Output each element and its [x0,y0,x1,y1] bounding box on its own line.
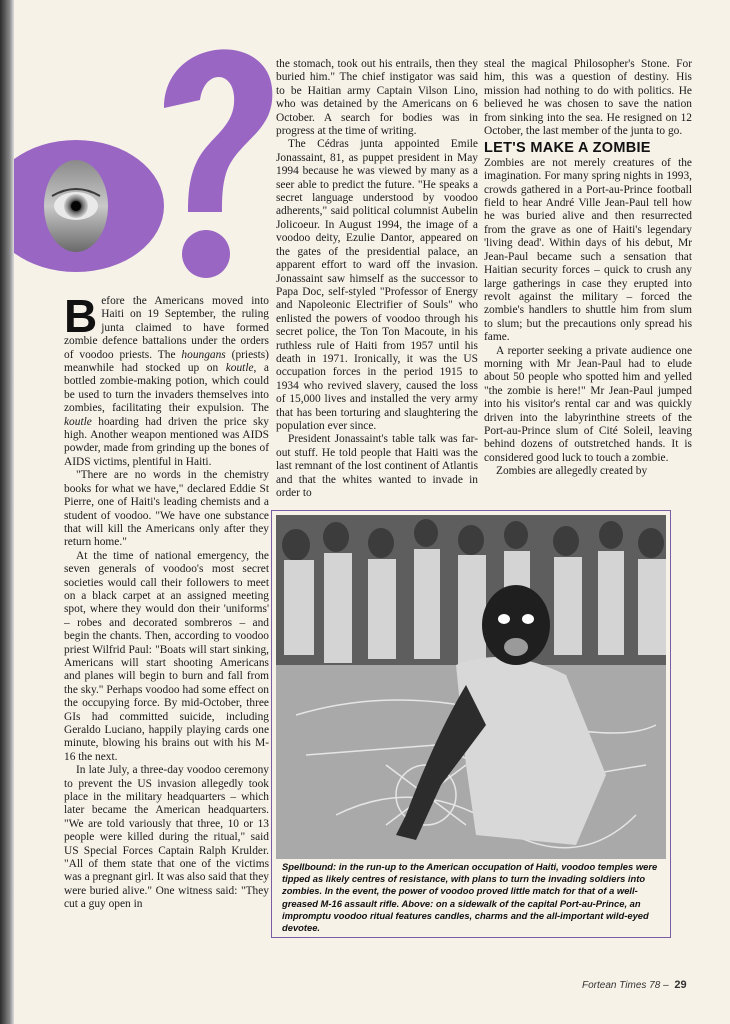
col2-paragraph-2: The Cédras junta appointed Emile Jonassaint, 81, as puppet president in May 1994 because he was viewed by many as a seer able to predict the future. "He speaks a secret language understood by voodoo adherents," said political columnist Aubelin Jolicoeur. In August 1994, the image of a voodoo deity, Ezulie Dantor, appeared on the gates of the presidential palace, an apparent effort to ward off the invasion. Jonassaint saw himself as the successor to Papa Doc, self-styled "Professor of Energy and Napoleonic Electrifier of Souls" who enlisted the powers of voodoo through his secret police, the Ton Ton Macoute, in his ruthless rule of Haiti from 1957 until his death in 1971. Ironically, it was the US occupation forces in the period 1915 to 1934 who revived slavery, caused the loss of 15,000 lives and installed the very army that has been torturing and slaughtering the population ever since. [276,138,478,432]
photo-frame [271,510,671,938]
letter-o-shape [14,140,164,272]
footer-separator: – [663,980,669,991]
section-heading: LET'S MAKE A ZOMBIE [484,140,651,157]
term-koutle: koutle [225,362,254,375]
term-koutle-2: koutle [64,415,92,428]
col3-paragraph-2: Zombies are not merely creatures of the imagination. For many spring nights in 1993, crowds gathered in a Port-au-Prince football field to hear André Ville Jean-Paul tell how he was buried alive and then resurrected from the grave as one of Haiti's legendary 'living dead'. Within days of his debut, Mr Jean-Paul became such a sensation that Haitian security forces – quick to crush any large gatherings in case they erupted into revolt against the military – forced the zombie's handlers to shuttle him from slum to slum; but the precautions only spread his fame. [484,156,692,344]
col1-paragraph-4: In late July, a three-day voodoo ceremony to prevent the US invasion allegedly took place in the military headquarters – which later became the American headquarters. "We are told variously that three, 10 or 13 people were killed during the ritual," said US Special Forces Captain Ralph Krulder. "All of them state that one of the victims was a pregnant girl. It was also said that they were buried alive." One witness said: "They cut a guy open in [64,764,269,911]
page-footer [582,979,687,991]
page-number: 29 [674,979,687,991]
col2-paragraph-1: the stomach, took out his entrails, then they buried him." The chief instigator was said to be Haitian army Captain Vilson Lino, who was detained by the Americans on 6 October. A search for bodies was in progress at the time of writing. [276,58,478,138]
article-column-3 [484,58,692,479]
magazine-page [14,0,730,1024]
magazine-spine-shadow [0,0,14,1024]
term-houngans: houngans [181,348,226,361]
publication-name: Fortean Times 78 [582,980,661,991]
col1-paragraph-2: "There are no words in the chemistry books for what we have," declared Eddie St Pierre, one of Haiti's leading chemists and a student of voodoo. "We have one substance that will kill the Americans only after they return home." [64,469,269,549]
col2-paragraph-3: President Jonassaint's table talk was far-out stuff. He told people that Haiti was the last remnant of the lost continent of Atlantis and that the whites wanted to invade in order to [276,433,478,499]
question-mark-shape [164,49,272,278]
col3-paragraph-1: steal the magical Philosopher's Stone. For him, this was a question of destiny. His mission had nothing to do with politics. He believed he was chosen to save the nation from sinking into the sea. He resigned on 12 October, the last member of the junta to go. [484,58,692,138]
col1-p1-text-c: , a bottled zombie-making potion, which could be used to turn the invaders themselves into zombies, facilitating their expulsion. The [64,362,269,415]
article-column-1 [64,290,269,912]
col1-paragraph-1 [64,290,269,469]
voodoo-ritual-photo [276,515,666,859]
photo-caption: Spellbound: in the run-up to the American occupation of Haiti, voodoo temples were tipped as likely centres of resistance, with plans to turn the invading soldiers into zombies. In the event, the power of voodoo proved little match for that of a well-greased M-16 assault rifle. Above: on a sidewalk of the capital Port-au-Prince, an impromptu voodoo ritual features candles, charms and the all-important wild-eyed devotee. [282,861,658,934]
article-column-2 [276,58,478,500]
title-graphic [14,0,274,320]
col3-paragraph-4: Zombies are allegedly created by [496,465,648,478]
drop-cap: B [64,290,98,342]
col1-paragraph-3: At the time of national emergency, the seven generals of voodoo's most secret societies would call their followers to meet on a black carpet at an assigned meeting spot, where they would don their 'uniforms' – robes and decorated sombreros – and begin the chants. Then, according to voodoo priest Wilfrid Paul: "Boats will start sinking, Americans will start shooting Americans and planes will begin to burn and fall from the sky." Perhaps voodoo had some effect on the occupying force. By mid-October, three GIs had committed suicide, including Geraldo Luciano, happily playing cards one minute, blowing his brains out with his M-16 the next. [64,549,269,763]
col1-p1-text-d: hoarding had driven the price sky high. Another weapon mentioned was AIDS powder, made from grinding up the bones of AIDS victims, plentiful in Haiti. [64,415,269,468]
col1-p1-text-b: (priests) meanwhile had stocked up on [64,348,269,375]
col1-p1-text-a: efore the Americans moved into Haiti on 19 September, the ruling junta claimed to have formed zombie defence battalions under the orders of voodoo priests. The [64,295,269,361]
col3-paragraph-3: A reporter seeking a private audience one morning with Mr Jean-Paul had to elude about 50 people who spotted him and yelled "the zombie is here!" Mr Jean-Paul jumped into his visitor's rental car and was quickly driven into the labyrinthine streets of the Port-au-Prince slum of Cité Soleil, leaving behind dozens of outstretched hands. It is considered good luck to touch a zombie. [484,344,692,464]
